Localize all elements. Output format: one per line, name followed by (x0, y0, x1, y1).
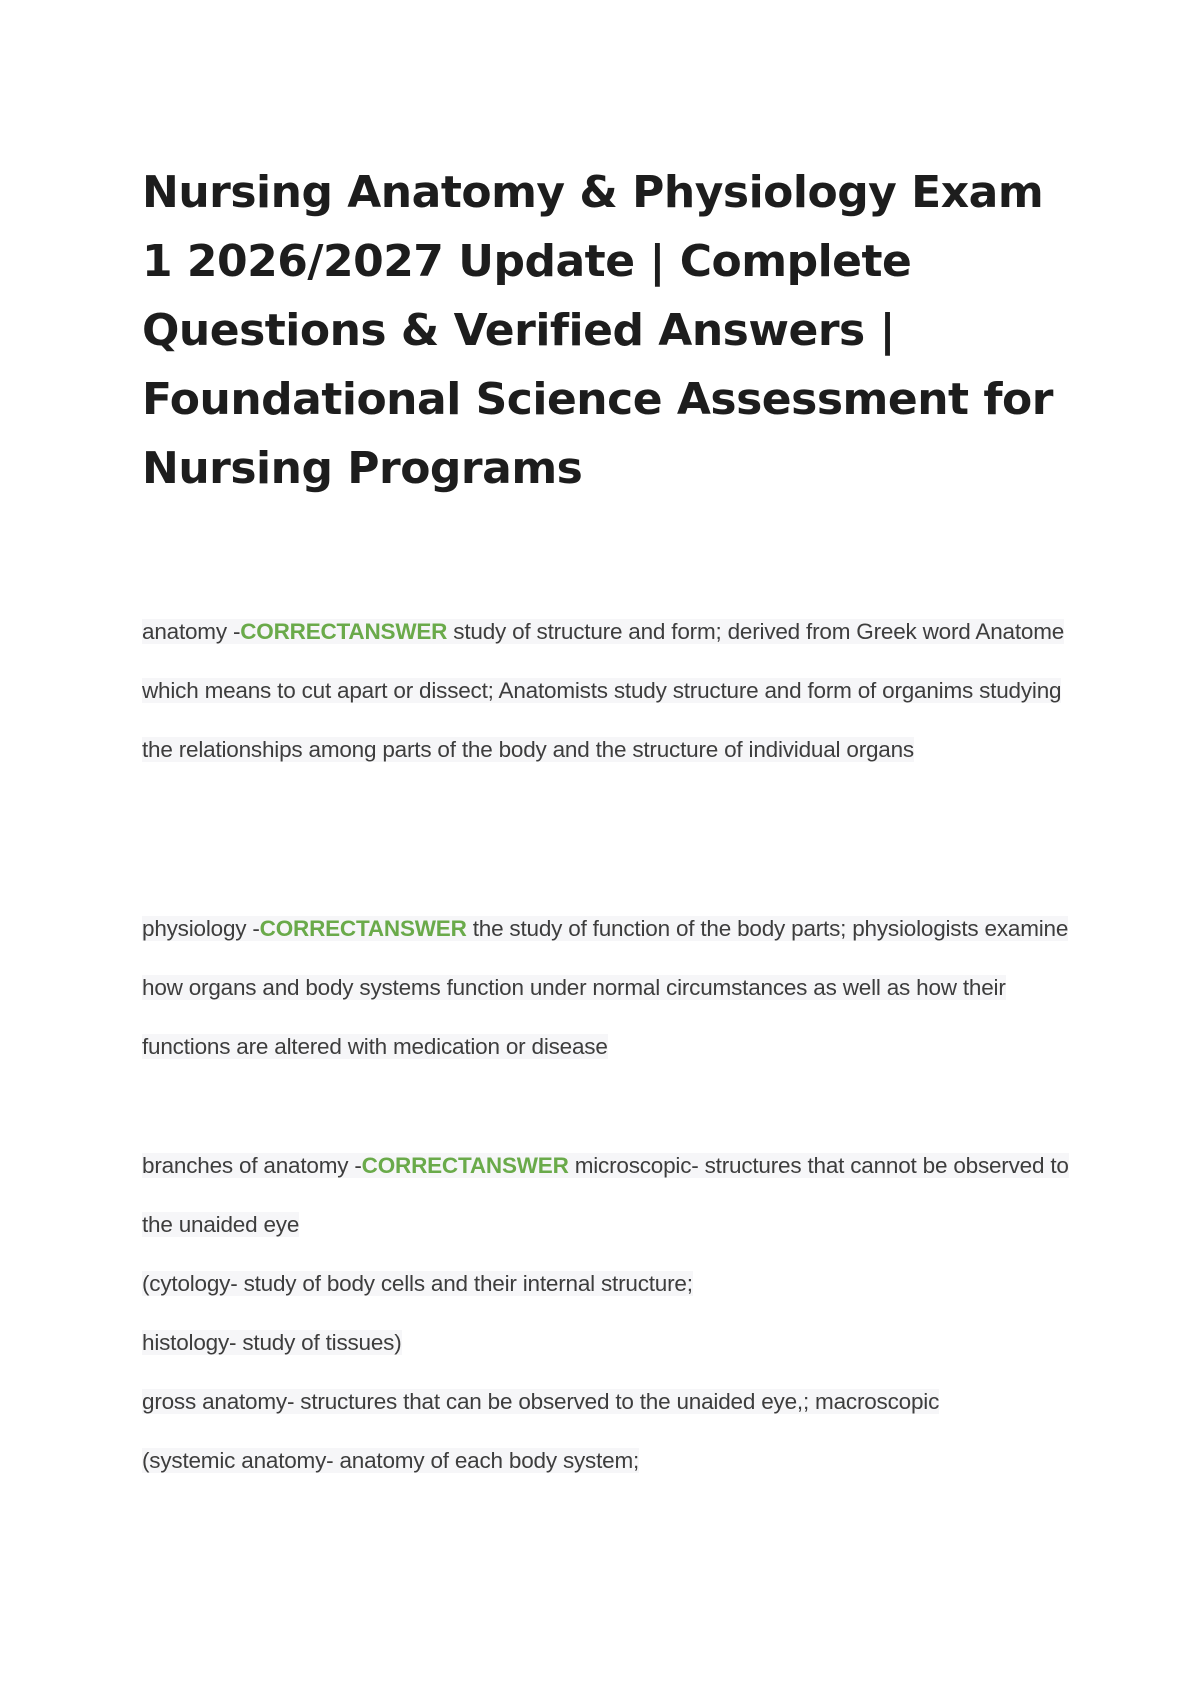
qa-entry-anatomy (142, 602, 1082, 779)
qa-entry-physiology (142, 899, 1082, 1076)
qa-entry-branches-of-anatomy (142, 1136, 1082, 1490)
qa-text (142, 619, 1064, 762)
question-term: anatomy - (142, 619, 241, 644)
document-title: Nursing Anatomy & Physiology Exam 1 2026/2027 Update | Complete Questions & Verified Answers | Foundational Science Assessment for Nursing Programs (142, 167, 1053, 494)
qa-text (142, 916, 1068, 1059)
question-term: branches of anatomy - (142, 1153, 362, 1178)
correct-answer-marker: CORRECTANSWER (361, 1153, 569, 1178)
answer-line: gross anatomy- structures that can be observed to the unaided eye,; macroscopic (142, 1389, 940, 1414)
answer-text: microscopic- structures that cannot be observed to the unaided eye (142, 1153, 1069, 1237)
answer-text: study of structure and form; derived from Greek word Anatome which means to cut apart or dissect; Anatomists study structure and form of organims studying the relationships among parts of the body and the structure of individual organs (142, 619, 1065, 762)
answer-line: (systemic anatomy- anatomy of each body system; (142, 1448, 640, 1473)
qa-text (142, 1153, 1069, 1237)
correct-answer-marker: CORRECTANSWER (240, 619, 448, 644)
answer-text: the study of function of the body parts; physiologists examine how organs and body systems function under normal circumstances as well as how their functions are altered with medication or disease (142, 916, 1069, 1059)
answer-line: histology- study of tissues) (142, 1330, 402, 1355)
question-term: physiology - (142, 916, 260, 941)
correct-answer-marker: CORRECTANSWER (259, 916, 467, 941)
answer-line: (cytology- study of body cells and their internal structure; (142, 1271, 693, 1296)
